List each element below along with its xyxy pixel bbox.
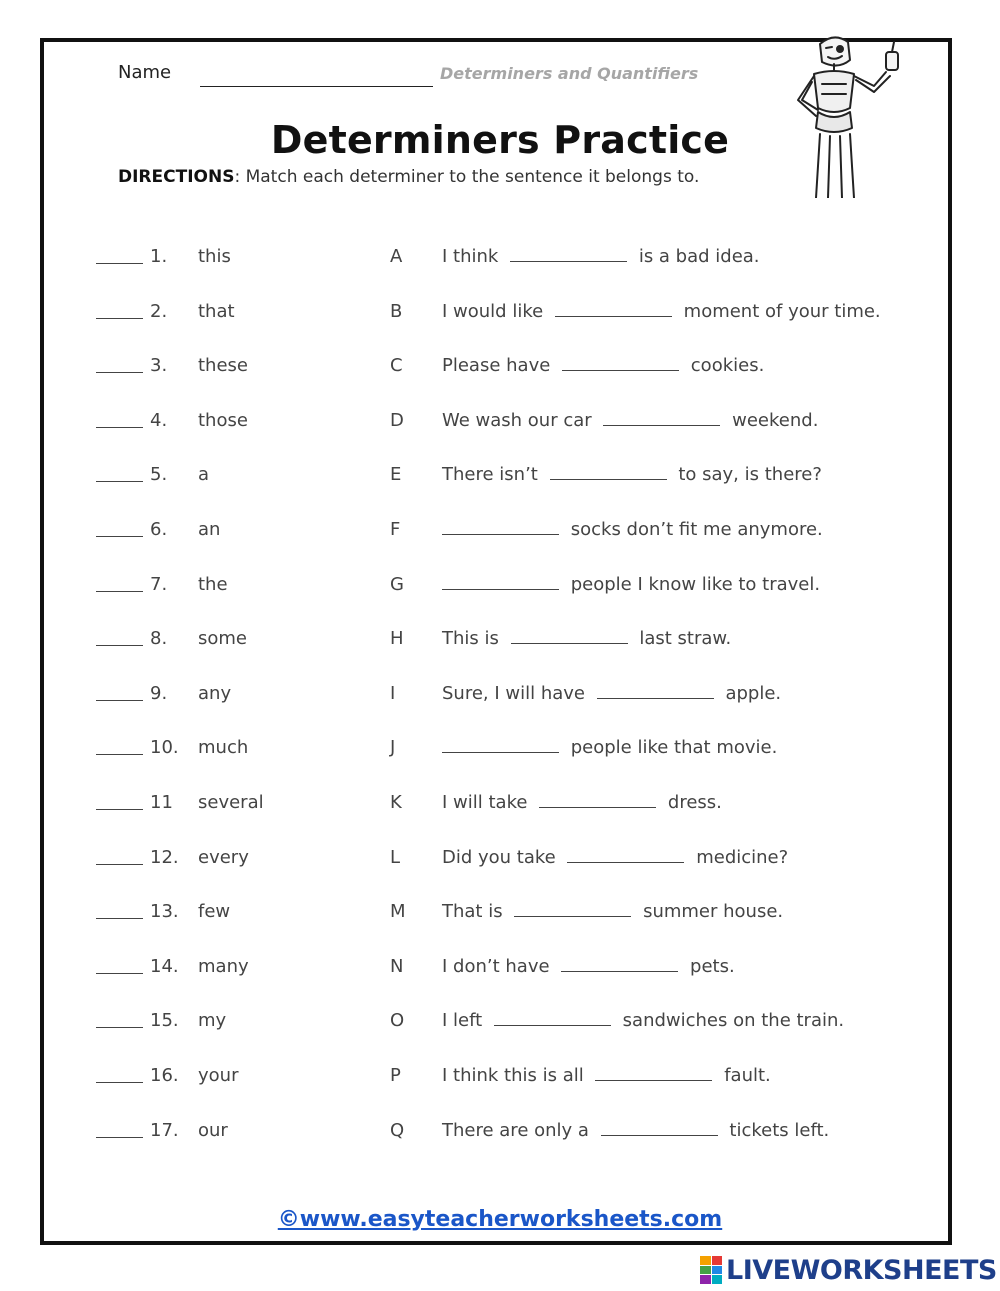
determiner-word: much [198,737,249,759]
answer-blank[interactable] [96,864,143,865]
sentence-text [442,737,777,758]
liveworksheets-logo-icon [700,1256,722,1284]
match-row [0,950,1000,990]
match-row [0,731,1000,771]
match-row [0,513,1000,553]
sentence-text [442,519,823,540]
item-number: 10. [150,737,179,759]
sentence-blank[interactable] [539,793,656,808]
match-row [0,1059,1000,1099]
determiner-word: the [198,573,228,595]
sentence-text [442,901,783,922]
sentence-blank[interactable] [603,411,720,426]
sentence-text [442,1010,844,1031]
sentence-before: I will take [442,792,528,813]
sentence-after: dress. [667,792,722,813]
match-row [0,622,1000,662]
answer-blank[interactable] [96,1027,143,1028]
sentence-before: Please have [442,355,551,377]
sentence-before: I think this is all [442,1065,584,1086]
match-row [0,1114,1000,1154]
directions-body: : Match each determiner to the sentence it belongs to. [234,167,700,187]
item-number: 13. [150,901,179,923]
sentence-after: medicine? [696,846,789,868]
sentence-blank[interactable] [595,1066,712,1081]
item-number: 15. [150,1010,179,1032]
sentence-before: There isn’t [442,464,538,486]
sentence-before: I would like [442,300,544,322]
source-link[interactable]: ©www.easyteacherworksheets.com [277,1207,723,1232]
determiner-word: any [198,682,232,704]
match-row [0,677,1000,717]
sentence-letter: N [390,955,404,977]
directions-label: DIRECTIONS [118,167,235,187]
sentence-blank[interactable] [567,848,684,863]
sentence-blank[interactable] [510,247,627,262]
answer-blank[interactable] [96,318,143,319]
sentence-after: apple. [725,682,782,704]
match-row [0,786,1000,826]
match-row [0,349,1000,389]
sentence-letter: C [390,355,403,377]
sentence-letter: E [390,464,402,486]
sentence-before: This is [442,628,499,650]
sentence-text [442,847,788,868]
determiner-word: several [198,792,264,813]
answer-blank[interactable] [96,809,143,810]
determiner-word: my [198,1010,227,1032]
sentence-letter: M [390,901,406,923]
sentence-blank[interactable] [555,302,672,317]
item-number: 14. [150,955,179,977]
sentence-letter: A [390,246,403,267]
match-row [0,458,1000,498]
sentence-letter: F [390,519,401,540]
sentence-after: weekend. [732,409,819,431]
item-number: 16. [150,1065,179,1086]
item-number: 9. [150,682,168,704]
sentence-blank[interactable] [514,902,631,917]
sentence-letter: B [390,300,403,322]
sentence-blank[interactable] [550,465,667,480]
sentence-after: summer house. [643,901,784,923]
sentence-blank[interactable] [601,1121,718,1136]
sentence-letter: H [390,628,404,650]
match-row [0,568,1000,608]
item-number: 2. [150,300,168,322]
answer-blank[interactable] [96,754,143,755]
sentence-before: We wash our car [442,409,592,431]
liveworksheets-wordmark: LIVEWORKSHEETS [726,1254,997,1286]
item-number: 6. [150,519,168,540]
sentence-before: Sure, I will have [442,682,585,704]
answer-blank[interactable] [96,372,143,373]
sentence-before: I don’t have [442,955,550,977]
sentence-text [442,301,881,322]
match-row [0,295,1000,335]
sentence-letter: G [390,573,404,595]
sentence-text [442,1065,771,1086]
answer-blank[interactable] [96,973,143,974]
sentence-letter: Q [390,1119,405,1141]
sentence-text [442,464,822,485]
item-number: 4. [150,409,168,431]
determiner-word: this [198,246,231,267]
sentence-text [442,355,764,376]
item-number: 12. [150,846,179,868]
sentence-letter: L [390,846,401,868]
answer-blank[interactable] [96,645,143,646]
sentence-text [442,792,722,813]
item-number: 7. [150,573,168,595]
sentence-letter: J [390,737,396,759]
directions-text [118,167,699,187]
sentence-letter: K [390,792,402,813]
sentence-blank[interactable] [442,738,559,753]
sentence-blank[interactable] [561,957,678,972]
sentence-after: cookies. [690,355,765,377]
item-number: 11 [150,792,173,813]
sentence-blank[interactable] [597,684,714,699]
sentence-text [442,628,731,649]
sentence-letter: O [390,1010,405,1032]
subject-heading: Determiners and Quantifiers [440,64,699,83]
sentence-text [442,956,735,977]
sentence-after: pets. [690,955,735,977]
sentence-text [442,683,781,704]
answer-blank[interactable] [96,536,143,537]
match-row [0,1004,1000,1044]
item-number: 3. [150,355,168,377]
sentence-after: socks don’t fit me anymore. [570,519,823,540]
determiner-word: our [198,1119,228,1141]
answer-blank[interactable] [96,918,143,919]
sentence-blank[interactable] [442,575,559,590]
sentence-blank[interactable] [442,520,559,535]
sentence-blank[interactable] [494,1011,611,1026]
match-row [0,240,1000,280]
determiner-word: few [198,901,231,923]
sentence-blank[interactable] [562,356,679,371]
item-number: 1. [150,246,168,267]
sentence-after: is a bad idea. [638,246,760,267]
determiner-word: that [198,300,235,322]
page-title: Determiners Practice [270,118,730,162]
sentence-after: to say, is there? [678,464,822,486]
name-label: Name [118,62,172,83]
determiner-word: some [198,628,247,650]
sentence-after: tickets left. [729,1119,830,1141]
determiner-word: a [198,464,210,486]
sentence-text [442,410,818,431]
determiner-word: many [198,955,249,977]
answer-blank[interactable] [96,1082,143,1083]
robot-icon [782,30,932,198]
liveworksheets-brand [700,1253,997,1287]
determiner-word: an [198,519,221,540]
determiner-word: those [198,409,248,431]
sentence-text [442,574,820,595]
answer-blank[interactable] [96,481,143,482]
item-number: 5. [150,464,168,486]
sentence-after: people I know like to travel. [570,573,821,595]
sentence-after: last straw. [639,628,732,650]
determiner-word: your [198,1065,239,1086]
sentence-after: people like that movie. [570,737,778,759]
determiner-word: these [198,355,248,377]
sentence-before: That is [442,901,503,923]
sentence-text [442,246,760,267]
item-number: 17. [150,1119,179,1141]
determiner-word: every [198,846,249,868]
item-number: 8. [150,628,168,650]
match-row [0,404,1000,444]
sentence-text [442,1120,829,1141]
answer-blank[interactable] [96,427,143,428]
sentence-before: I left [442,1010,483,1032]
sentence-blank[interactable] [511,629,628,644]
match-row [0,841,1000,881]
sentence-after: sandwiches on the train. [622,1010,845,1032]
sentence-before: Did you take [442,846,556,868]
sentence-letter: I [390,682,396,704]
answer-blank[interactable] [96,591,143,592]
sentence-before: There are only a [442,1119,589,1141]
answer-blank[interactable] [96,700,143,701]
answer-blank[interactable] [96,1137,143,1138]
sentence-before: I think [442,246,499,267]
name-input-line[interactable] [200,86,433,87]
sentence-after: moment of your time. [683,300,881,322]
sentence-after: fault. [724,1065,771,1086]
match-row [0,895,1000,935]
answer-blank[interactable] [96,263,143,264]
sentence-letter: D [390,409,404,431]
sentence-letter: P [390,1065,401,1086]
